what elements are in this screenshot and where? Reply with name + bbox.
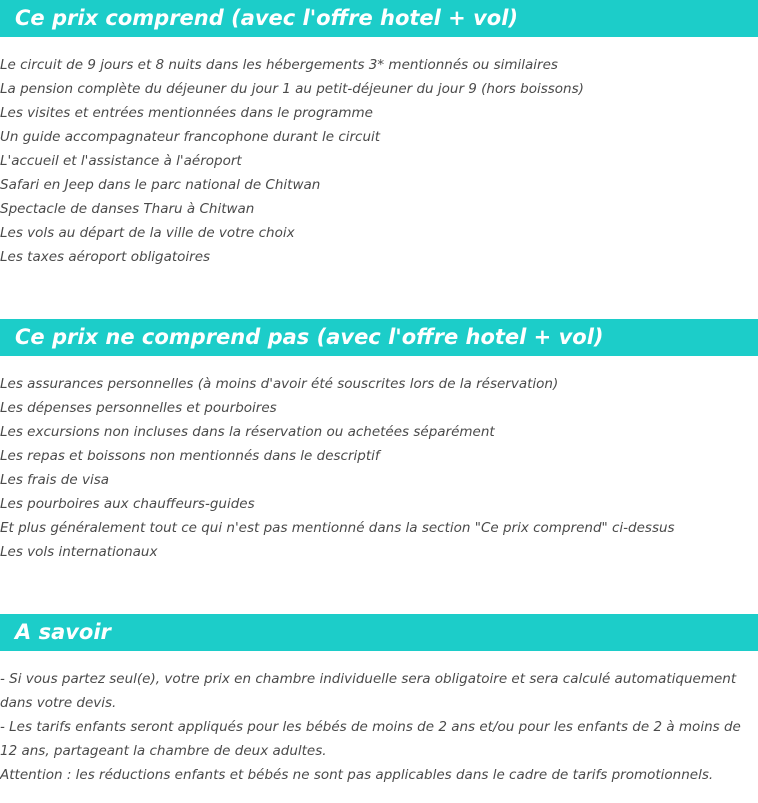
list-item: L'accueil et l'assistance à l'aéroport [0, 153, 242, 169]
list-item: Les repas et boissons non mentionnés dans le descriptif [0, 448, 380, 464]
paragraph: - Les tarifs enfants seront appliqués pour les bébés de moins de 2 ans et/ou pour les enfants de 2 à moins de 12 ans, partageant la chambre de deux adultes. [0, 719, 741, 759]
section-title-not-included: Ce prix ne comprend pas (avec l'offre hotel + vol) [0, 319, 758, 356]
a-savoir-text [0, 667, 752, 787]
list-item: Un guide accompagnateur francophone durant le circuit [0, 129, 381, 145]
section-title-included: Ce prix comprend (avec l'offre hotel + vol) [0, 0, 758, 37]
list-item: Et plus généralement tout ce qui n'est pas mentionné dans la section "Ce prix comprend" ci-dessus [0, 520, 675, 536]
list-item: Les dépenses personnelles et pourboires [0, 400, 277, 416]
paragraph: Attention : les réductions enfants et bébés ne sont pas applicables dans le cadre de tarifs promotionnels. [0, 767, 714, 783]
list-item: Les vols internationaux [0, 544, 158, 560]
list-item: Spectacle de danses Tharu à Chitwan [0, 201, 255, 217]
section-title-a-savoir: A savoir [0, 614, 758, 651]
list-item: Les pourboires aux chauffeurs-guides [0, 496, 255, 512]
list-item: Safari en Jeep dans le parc national de Chitwan [0, 177, 321, 193]
list-item: Les excursions non incluses dans la réservation ou achetées séparément [0, 424, 495, 440]
not-included-list [0, 372, 758, 564]
paragraph: - Si vous partez seul(e), votre prix en chambre individuelle sera obligatoire et sera calculé automatiquement dans votre devis. [0, 671, 737, 711]
list-item: Les frais de visa [0, 472, 110, 488]
list-item: Les vols au départ de la ville de votre choix [0, 225, 295, 241]
list-item: Les taxes aéroport obligatoires [0, 249, 211, 265]
list-item: La pension complète du déjeuner du jour 1 au petit-déjeuner du jour 9 (hors boissons) [0, 81, 584, 97]
list-item: Les assurances personnelles (à moins d'avoir été souscrites lors de la réservation) [0, 376, 559, 392]
list-item: Le circuit de 9 jours et 8 nuits dans les hébergements 3* mentionnés ou similaires [0, 57, 558, 73]
list-item: Les visites et entrées mentionnées dans le programme [0, 105, 373, 121]
included-list [0, 53, 758, 269]
